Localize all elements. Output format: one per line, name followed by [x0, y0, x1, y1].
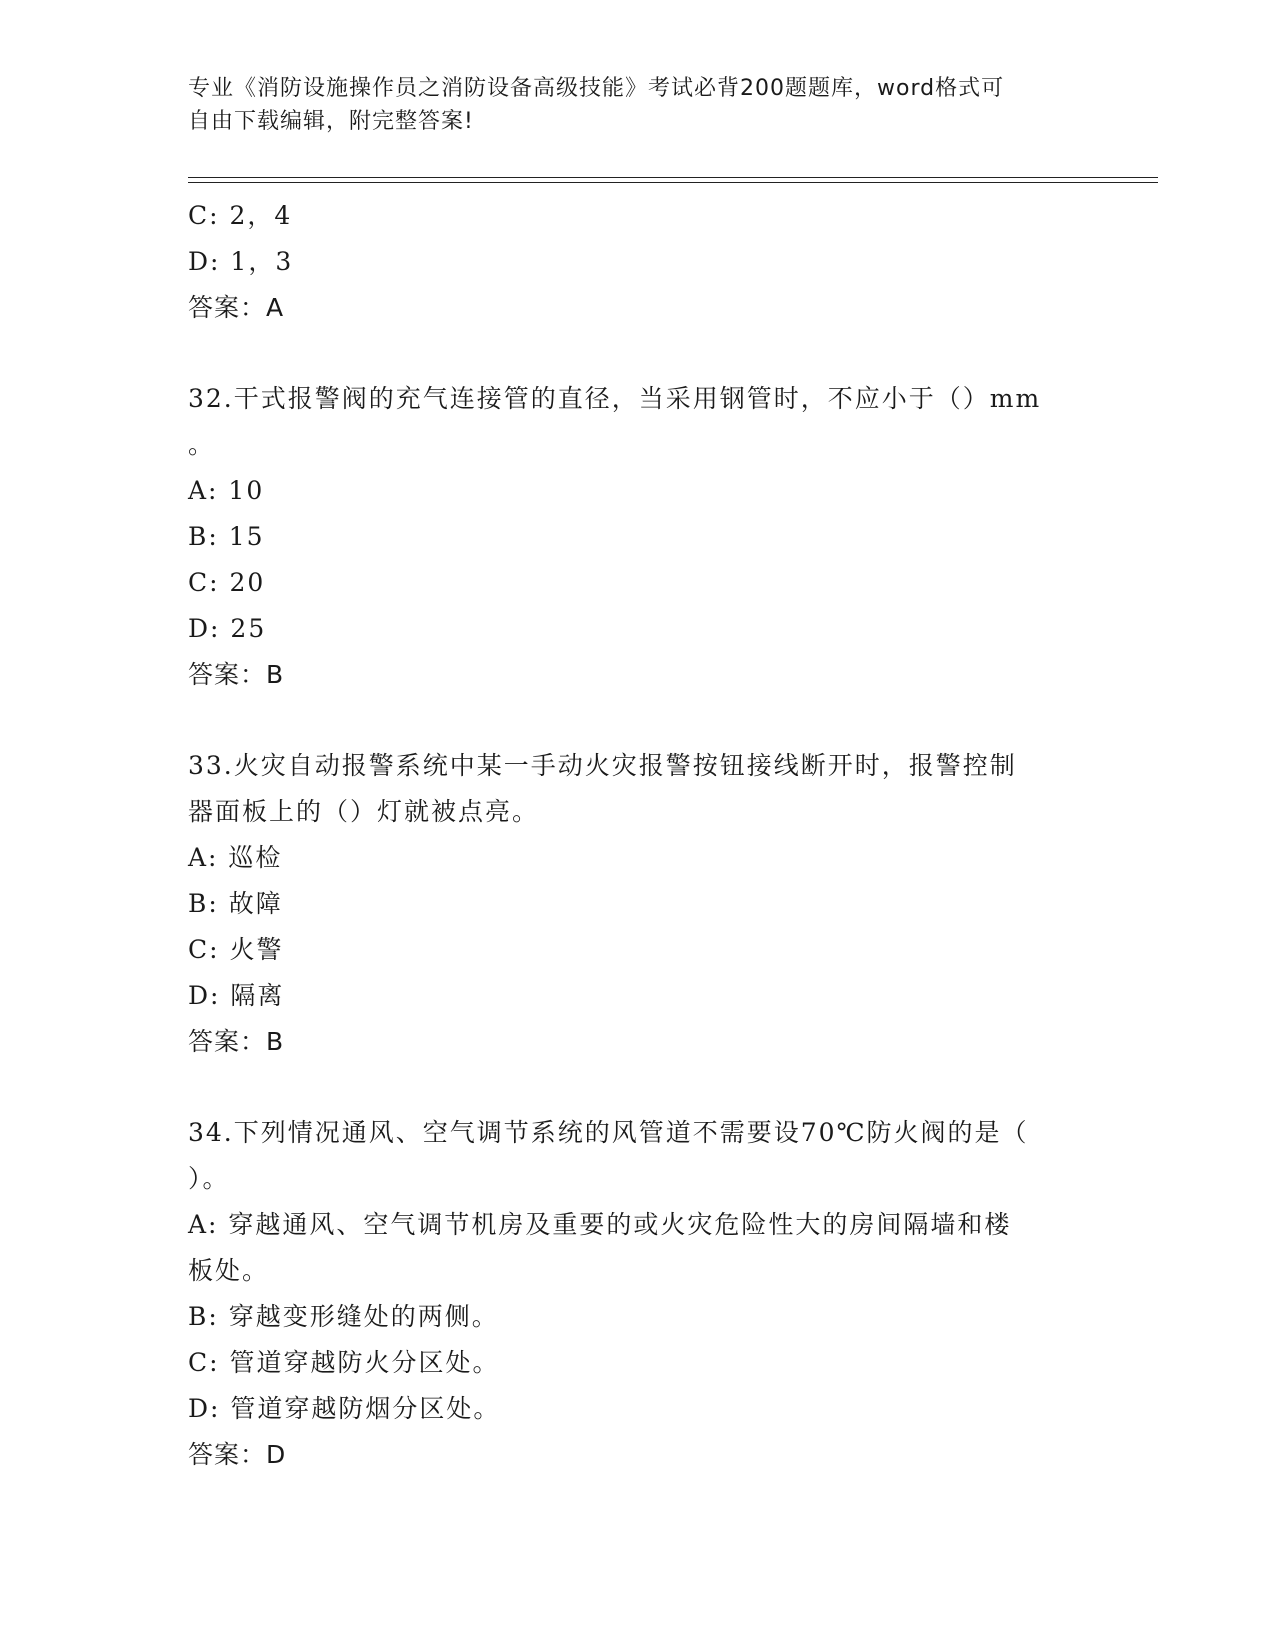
option-d: D: 管道穿越防烟分区处。: [188, 1394, 501, 1423]
question-33: [188, 743, 1088, 1065]
answer-line: 答案：D: [188, 1440, 287, 1469]
question-list: [188, 193, 1088, 1478]
option-a: A: 穿越通风、空气调节机房及重要的或火灾危险性大的房间隔墙和楼: [188, 1210, 1012, 1239]
header-rule-bottom: [188, 182, 1158, 183]
option-a: A: 巡检: [188, 843, 283, 872]
option-c: C: 管道穿越防火分区处。: [188, 1348, 500, 1377]
question-stem-continued: 器面板上的（）灯就被点亮。: [188, 797, 540, 826]
question-stem-continued: ）。: [188, 1164, 230, 1193]
question-32: [188, 376, 1088, 698]
option-c: C: 20: [188, 568, 266, 597]
question-stem: 34.下列情况通风、空气调节系统的风管道不需要设70℃防火阀的是（: [188, 1118, 1029, 1147]
answer-line: 答案：B: [188, 1027, 285, 1056]
header-rule-top: [188, 177, 1158, 178]
question-stem: 32.干式报警阀的充气连接管的直径，当采用钢管时，不应小于（）mm: [188, 384, 1042, 413]
answer-line: 答案：B: [188, 660, 285, 689]
question-34: [188, 1110, 1088, 1478]
option-c: C: 2，4: [188, 201, 293, 230]
option-b: B: 穿越变形缝处的两侧。: [188, 1302, 499, 1331]
question-31-tail: [188, 193, 1088, 331]
page-header: [188, 72, 1068, 138]
answer-line: 答案：A: [188, 293, 285, 322]
question-stem: 33.火灾自动报警系统中某一手动火灾报警按钮接线断开时，报警控制: [188, 751, 1017, 780]
option-a: A: 10: [188, 476, 265, 505]
option-d: D: 隔离: [188, 981, 285, 1010]
option-d: D: 1，3: [188, 247, 294, 276]
question-stem-continued: 。: [188, 430, 216, 459]
header-line-2: 自由下载编辑，附完整答案!: [188, 109, 474, 134]
header-line-1: 专业《消防设施操作员之消防设备高级技能》考试必背200题题库，word格式可: [188, 76, 1005, 101]
option-d: D: 25: [188, 614, 267, 643]
option-b: B: 15: [188, 522, 265, 551]
option-a-continued: 板处。: [188, 1256, 270, 1285]
option-b: B: 故障: [188, 889, 283, 918]
option-c: C: 火警: [188, 935, 284, 964]
